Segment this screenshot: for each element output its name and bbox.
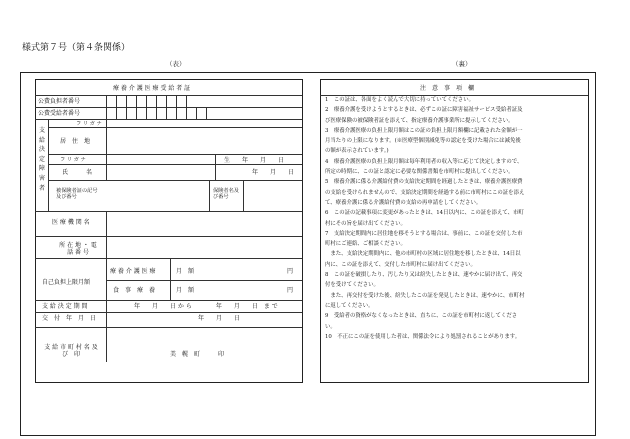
notes-line: また、支給決定期間内に、他の市町村の区域に居住地を移したときは、14日以: [325, 251, 521, 258]
notes-line: 1 この証は、各面をよく読んで大切に持っていてください。: [325, 97, 474, 103]
notes-line: 所定の時期に、この証と認定に必要な関係書類を市町村に提出してください。: [325, 169, 514, 176]
notes-line: 8 この証を破損したり、汚したり又は紛失したときは、速やかに届け出て、再交: [325, 272, 523, 279]
meal-label: 食 事 療 養: [113, 287, 156, 294]
care-label: 療 養 介 護 医 療: [110, 268, 156, 275]
certificate-header: 療 養 介 護 医 療 受 給 者 証: [113, 85, 191, 92]
monthly-label-2: 月 額: [176, 287, 195, 294]
notes-line: 内に、この証を添えて、交付した市町村に届け出てください。: [325, 261, 476, 268]
issue-date-label: 交 付 年 月 日: [42, 315, 97, 322]
recipient-number-label: 公費受給者番号: [38, 110, 81, 117]
notes-line: また、再交付を受けた後、紛失したこの証を発見したときは、速やかに、市町村: [325, 292, 525, 299]
location-label: 所 在 地 ・ 電 話 番 号: [59, 242, 97, 256]
notes-line: 3 療養介護医療の負担上限月額はこの証の負担上限月額欄に記載された金額が一: [325, 127, 523, 134]
name-label: 氏 名: [62, 169, 93, 176]
birthdate-value: 年 月 日: [252, 169, 295, 176]
notes-line: の支給を受けられませんので、支給決定期間を経過する前に市町村にこの証を添え: [325, 189, 525, 196]
notes-line: い。: [325, 323, 336, 330]
notes-line: 5 療養介護に係る介護給付費の支給決定期間を経過したときは、療養介護医療費: [325, 179, 523, 186]
notes-line: 町村にご連絡、ご相談ください。: [325, 241, 406, 248]
furigana-label-1: フ リ ガ ナ: [76, 121, 102, 127]
notes-line: 6 この証の記載事項に変更があったときは、14日以内に、この証を添えて、市町: [325, 210, 524, 217]
municipality-label: 支 給 市 町 村 名 及 び 印: [44, 344, 104, 358]
notes-line: び医療保険の被保険者証を添えて、指定療養介護事業所に提示してください。: [325, 117, 514, 124]
notes-list: [325, 95, 587, 342]
furigana-label-2: フ リ ガ ナ: [60, 157, 86, 163]
notes-line: 月当たりの上限になります。(※医療型個別減免等の認定を受けた場合には減免後: [325, 138, 521, 145]
municipality-seal-value: 美 幌 町 印: [170, 351, 225, 358]
yen-label-1: 円: [287, 268, 294, 275]
notes-line: て、療養介護に係る介護給付費の支給の再申請をしてください。: [325, 199, 482, 206]
front-side-label: （表）: [166, 60, 186, 68]
yen-label-2: 円: [287, 287, 294, 294]
notes-line: 2 療養介護を受けようとするときは、必ずこの証に障害福祉サービス受給者証及: [325, 107, 523, 114]
institution-label: 医 療 機 関 名: [52, 219, 90, 226]
limit-label: 自己負担上限月額: [42, 279, 91, 286]
notes-line: 4 療養介護医療の負担上限月額は毎年利用者の収入等に応じて決定しますので、: [325, 158, 523, 165]
notes-line: の額が表示されています。): [325, 148, 389, 155]
form-title: 様式第７号（第４条関係）: [22, 43, 131, 53]
payer-number-label: 公費負担者番号: [38, 98, 81, 105]
notes-line: 10 不正にこの証を使用した者は、関係法令により処罰されることがあります。: [325, 333, 521, 340]
notes-line: 7 支給決定期間内に居住地を移そうとする場合は、事前に、この証を交付した市: [325, 230, 523, 237]
issue-date-value: 年 月 日: [198, 315, 241, 322]
back-side-label: （裏）: [452, 60, 472, 68]
notes-header: 注 意 事 項 欄: [420, 85, 475, 92]
monthly-label-1: 月 額: [176, 268, 195, 275]
notes-line: 付を受けてください。: [325, 282, 379, 289]
notes-line: 9 受給者の資格がなくなったときは、直ちに、この証を市町村に返してくださ: [325, 313, 518, 320]
address-label: 居 住 地: [60, 138, 91, 145]
period-label: 支 給 決 定 期 間: [42, 303, 88, 310]
insured-symbol-label: 被保険者証の記号及び番号: [56, 188, 98, 200]
birthdate-label: 生 年 月 日: [224, 157, 285, 164]
notes-line: 村にその旨を届け出てください。: [325, 220, 406, 227]
period-value: 年 月 日 か ら 年 月 日 ま で: [134, 303, 278, 310]
recipient-side-label: 支給決定障害者: [38, 127, 45, 192]
notes-line: に返してください。: [325, 302, 374, 309]
insurer-label: 保険者名及び番号: [213, 188, 239, 200]
